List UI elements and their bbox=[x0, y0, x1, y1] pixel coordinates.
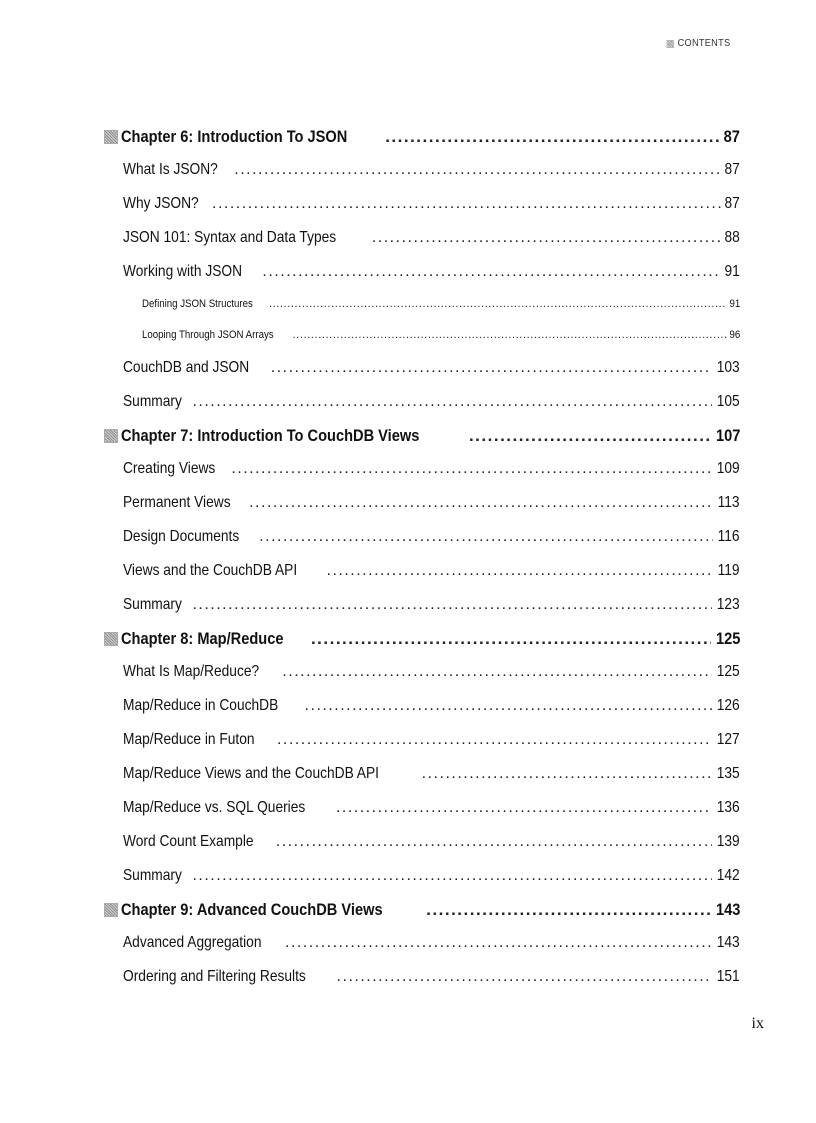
toc-entry-chapter[interactable] bbox=[104, 893, 740, 926]
toc-entry-page: 142 bbox=[717, 867, 740, 884]
dot-leader bbox=[249, 486, 713, 520]
toc-entry-section[interactable] bbox=[104, 859, 740, 893]
dot-leader bbox=[212, 187, 721, 221]
chapter-bullet-icon bbox=[104, 429, 118, 443]
chapter-bullet-icon bbox=[104, 903, 118, 917]
dot-leader bbox=[192, 588, 712, 622]
toc-entry-title: CouchDB and JSON bbox=[123, 359, 250, 376]
toc-entry-section[interactable] bbox=[104, 554, 740, 588]
dot-leader bbox=[234, 153, 721, 187]
dot-leader bbox=[276, 825, 713, 859]
toc-entry-page: 107 bbox=[715, 426, 740, 445]
toc-entry-title: Map/Reduce in Futon bbox=[123, 731, 255, 748]
toc-entry-title: Chapter 9: Advanced CouchDB Views bbox=[121, 900, 383, 919]
toc-entry-chapter[interactable] bbox=[104, 622, 740, 655]
dot-leader bbox=[259, 520, 713, 554]
toc-entry-section[interactable] bbox=[104, 351, 740, 385]
dot-leader bbox=[426, 893, 710, 926]
toc-entry-title: Summary bbox=[123, 596, 182, 613]
toc-entry-chapter[interactable] bbox=[104, 120, 740, 153]
toc-entry-title: Map/Reduce in CouchDB bbox=[123, 697, 279, 714]
toc-entry-page: 87 bbox=[724, 195, 740, 212]
toc-entry-title: Creating Views bbox=[123, 460, 216, 477]
page-number: ix bbox=[751, 1015, 764, 1032]
dot-leader bbox=[385, 120, 720, 153]
toc-entry-page: 116 bbox=[718, 528, 740, 545]
dot-leader bbox=[231, 452, 712, 486]
dot-leader bbox=[422, 757, 713, 791]
toc-entry-title: Working with JSON bbox=[123, 263, 243, 280]
toc-entry-title: Chapter 6: Introduction To JSON bbox=[121, 127, 348, 146]
toc-entry-page: 105 bbox=[717, 393, 740, 410]
toc-entry-section[interactable] bbox=[104, 791, 740, 825]
toc-entry-section[interactable] bbox=[104, 486, 740, 520]
toc-entry-title: Summary bbox=[123, 393, 182, 410]
toc-entry-section[interactable] bbox=[104, 926, 740, 960]
toc-entry-section[interactable] bbox=[104, 825, 740, 859]
toc-entry-page: 136 bbox=[717, 799, 740, 816]
toc-entry-page: 91 bbox=[724, 263, 740, 280]
square-bullet-icon bbox=[666, 40, 673, 48]
toc-entry-subsection[interactable] bbox=[104, 289, 740, 320]
toc-entry-section[interactable] bbox=[104, 255, 740, 289]
toc-entry-title: Design Documents bbox=[123, 528, 240, 545]
dot-leader bbox=[192, 859, 712, 893]
toc-entry-title: Advanced Aggregation bbox=[123, 934, 262, 951]
toc-entry-page: 103 bbox=[717, 359, 740, 376]
toc-entry-section[interactable] bbox=[104, 153, 740, 187]
toc-entry-subsection[interactable] bbox=[104, 320, 740, 351]
toc-entry-page: 87 bbox=[723, 127, 740, 146]
toc-entry-page: 87 bbox=[724, 161, 740, 178]
toc-entry-section[interactable] bbox=[104, 187, 740, 221]
toc-entry-section[interactable] bbox=[104, 385, 740, 419]
toc-entry-section[interactable] bbox=[104, 452, 740, 486]
chapter-bullet-icon bbox=[104, 632, 118, 646]
table-of-contents bbox=[104, 120, 740, 994]
toc-entry-section[interactable] bbox=[104, 520, 740, 554]
toc-entry-page: 123 bbox=[717, 596, 740, 613]
toc-entry-page: 113 bbox=[718, 494, 740, 511]
toc-entry-title: Looping Through JSON Arrays bbox=[142, 329, 274, 341]
dot-leader bbox=[469, 419, 711, 452]
dot-leader bbox=[271, 351, 713, 385]
toc-entry-page: 143 bbox=[717, 934, 740, 951]
toc-entry-title: Views and the CouchDB API bbox=[123, 562, 298, 579]
toc-entry-page: 151 bbox=[717, 968, 740, 985]
dot-leader bbox=[337, 960, 713, 994]
dot-leader bbox=[282, 655, 712, 689]
toc-entry-title: Why JSON? bbox=[123, 195, 199, 212]
toc-entry-section[interactable] bbox=[104, 757, 740, 791]
toc-entry-title: Chapter 7: Introduction To CouchDB Views bbox=[121, 426, 420, 445]
dot-leader bbox=[336, 791, 712, 825]
dot-leader bbox=[305, 689, 713, 723]
toc-entry-title: Chapter 8: Map/Reduce bbox=[121, 629, 284, 648]
toc-entry-page: 91 bbox=[729, 298, 740, 310]
toc-entry-page: 143 bbox=[715, 900, 740, 919]
toc-entry-page: 127 bbox=[717, 731, 740, 748]
dot-leader bbox=[311, 622, 711, 655]
toc-entry-page: 126 bbox=[717, 697, 740, 714]
toc-entry-page: 96 bbox=[729, 329, 740, 341]
dot-leader bbox=[293, 320, 727, 351]
toc-entry-page: 139 bbox=[717, 833, 740, 850]
toc-entry-page: 125 bbox=[717, 663, 740, 680]
running-head bbox=[666, 38, 730, 49]
dot-leader bbox=[277, 723, 712, 757]
toc-entry-page: 135 bbox=[717, 765, 740, 782]
toc-entry-page: 119 bbox=[718, 562, 740, 579]
toc-entry-title: Word Count Example bbox=[123, 833, 254, 850]
toc-entry-title: Permanent Views bbox=[123, 494, 231, 511]
toc-entry-title: Map/Reduce Views and the CouchDB API bbox=[123, 765, 379, 782]
toc-entry-page: 109 bbox=[717, 460, 740, 477]
toc-entry-section[interactable] bbox=[104, 960, 740, 994]
toc-entry-page: 88 bbox=[724, 229, 740, 246]
dot-leader bbox=[262, 255, 721, 289]
toc-entry-title: JSON 101: Syntax and Data Types bbox=[123, 229, 337, 246]
toc-entry-section[interactable] bbox=[104, 221, 740, 255]
toc-entry-title: Map/Reduce vs. SQL Queries bbox=[123, 799, 306, 816]
toc-entry-title: Ordering and Filtering Results bbox=[123, 968, 306, 985]
running-head-label: CONTENTS bbox=[677, 38, 730, 49]
toc-entry-title: What Is Map/Reduce? bbox=[123, 663, 260, 680]
chapter-bullet-icon bbox=[104, 130, 118, 144]
toc-entry-section[interactable] bbox=[104, 723, 740, 757]
toc-entry-page: 125 bbox=[715, 629, 740, 648]
toc-entry-section[interactable] bbox=[104, 655, 740, 689]
toc-entry-title: Summary bbox=[123, 867, 182, 884]
dot-leader bbox=[285, 926, 712, 960]
dot-leader bbox=[327, 554, 714, 588]
dot-leader bbox=[192, 385, 712, 419]
toc-entry-title: What Is JSON? bbox=[123, 161, 218, 178]
dot-leader bbox=[269, 289, 727, 320]
toc-entry-section[interactable] bbox=[104, 588, 740, 622]
toc-entry-title: Defining JSON Structures bbox=[142, 298, 253, 310]
toc-entry-section[interactable] bbox=[104, 689, 740, 723]
dot-leader bbox=[372, 221, 721, 255]
toc-entry-chapter[interactable] bbox=[104, 419, 740, 452]
